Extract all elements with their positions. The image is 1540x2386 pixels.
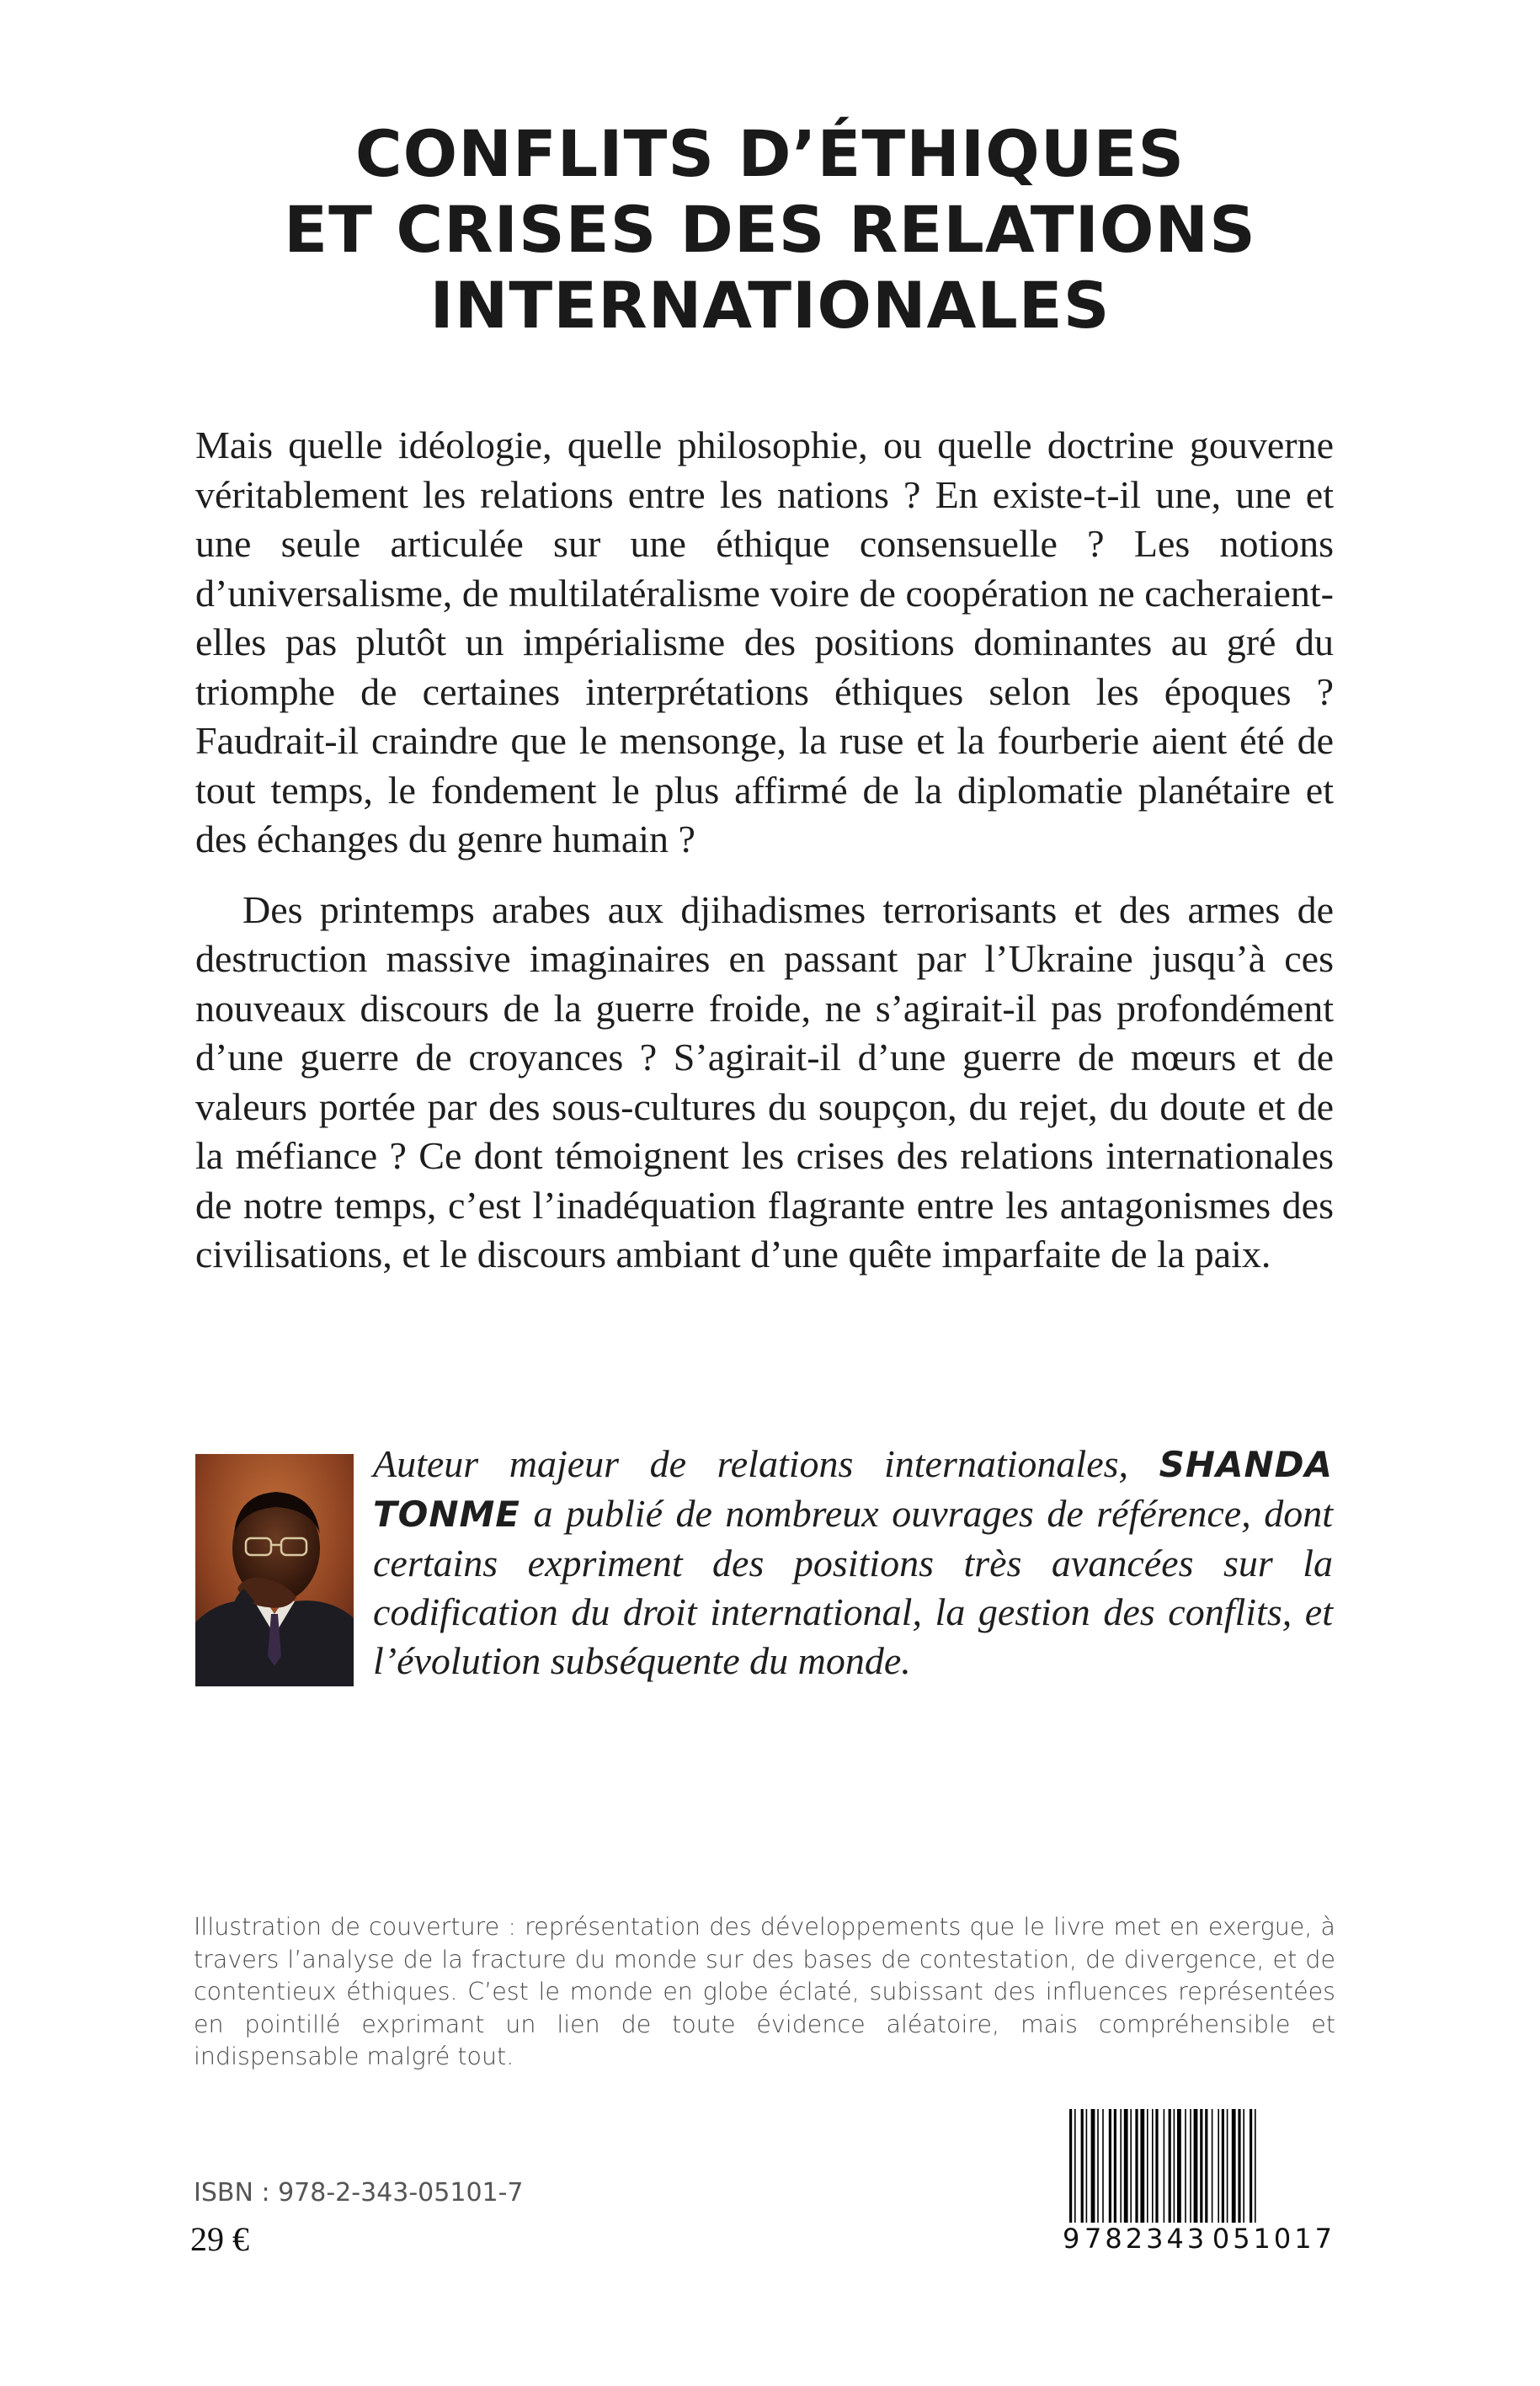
title-line-1: CONFLITS D’ÉTHIQUES bbox=[354, 116, 1186, 191]
author-bio-rest: a publié de nombreux ouvrages de référence, dont certains expriment des positions très avancées sur la codification du droit international, la gestion des conflits, et l’évolution subséquente du monde. bbox=[373, 1492, 1334, 1682]
barcode-digit-group-2: 051017 bbox=[1212, 2223, 1335, 2255]
price: 29 € bbox=[190, 2220, 249, 2258]
illustration-note: Illustration de couverture : représentation des développements que le livre met en exergue, à travers l’analyse de la fracture du monde sur des bases de contestation, de divergence, et de contentieux éthiques. C’est le monde en globe éclaté, subissant des influences représentées en pointillé exprimant un lien de toute évidence aléatoire, mais compréhensible et indispensable malgré tout. bbox=[194, 1913, 1335, 2070]
title-line-3: INTERNATIONALES bbox=[429, 268, 1111, 343]
blurb-paragraph-1: Mais quelle idéologie, quelle philosophie, ou quelle doctrine gouverne véritablement les relations entre les nations ? En existe-t-il une, une et une seule articulée sur une éthique consensuelle ? Les notions d’universalisme, de multilatéralisme voire de coopération ne cacheraient-elles pas plutôt un impérialisme des positions dominantes au gré du triomphe de certaines interprétations éthiques selon les époques ? Faudrait-il craindre que le mensonge, la ruse et la fourberie aient été de tout temps, le fondement le plus affirmé de la diplomatie planétaire et des échanges du genre humain ? bbox=[195, 423, 1334, 860]
author-photo bbox=[195, 1454, 354, 1686]
blurb bbox=[195, 421, 1334, 1280]
title-line-2: ET CRISES DES RELATIONS bbox=[284, 192, 1256, 267]
isbn: ISBN : 978-2-343-05101-7 bbox=[194, 2178, 524, 2208]
barcode-digit-lead: 9 bbox=[1063, 2223, 1080, 2255]
author-bio bbox=[373, 1440, 1333, 1686]
author-name: SHANDA TONME bbox=[373, 1444, 1333, 1535]
blurb-paragraph-2: Des printemps arabes aux djihadismes terrorisants et des armes de destruction massive imaginaires en passant par l’Ukraine jusqu’à ces nouveaux discours de la guerre froide, ne s’agirait-il pas profondément d’une guerre de croyances ? S’agirait-il d’une guerre de mœurs et de valeurs portée par des sous-cultures du soupçon, du rejet, du doute et de la méfiance ? Ce dont témoignent les crises des relations internationales de notre temps, c’est l’inadéquation flagrante entre les antagonismes des civilisations, et le discours ambiant d’une quête imparfaite de la paix. bbox=[195, 887, 1334, 1276]
book-title bbox=[168, 116, 1372, 344]
barcode-digit-group-1: 782343 bbox=[1084, 2223, 1208, 2255]
barcode-digits bbox=[1063, 2223, 1335, 2260]
author-bio-intro: Auteur majeur de relations internationales, bbox=[373, 1442, 1129, 1485]
